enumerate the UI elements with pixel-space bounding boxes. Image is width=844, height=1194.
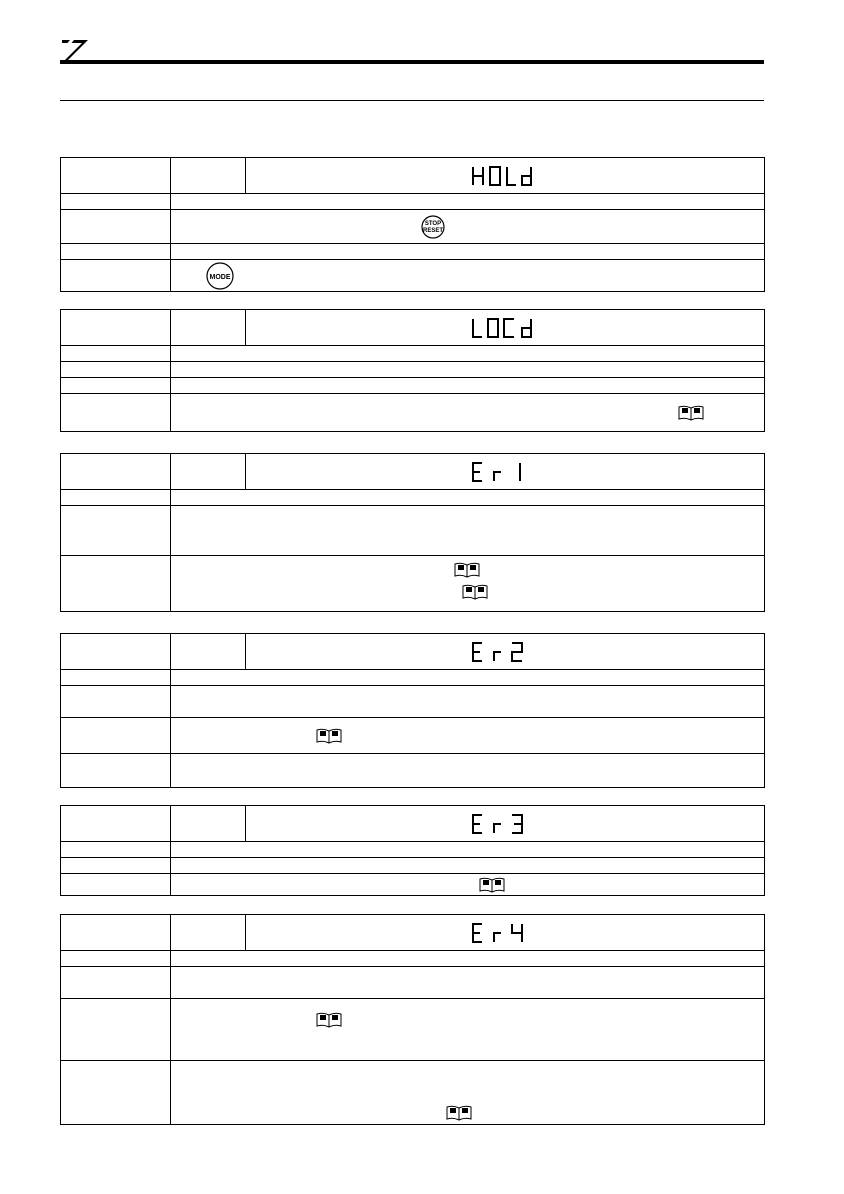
manual-book-icon	[478, 876, 506, 894]
display-code-locd	[246, 310, 765, 346]
error-table-locd	[60, 309, 765, 432]
header-rule	[60, 60, 764, 64]
manual-book-icon	[677, 404, 705, 422]
error-table-er1	[60, 453, 765, 612]
manual-book-icon	[445, 1104, 473, 1122]
display-code-er1	[246, 454, 765, 490]
stop-reset-key-icon	[418, 215, 448, 239]
manual-book-icon	[315, 727, 343, 745]
error-table-hold	[60, 157, 765, 292]
sub-rule	[60, 100, 764, 101]
label-cell	[171, 158, 246, 194]
svg-text:STOP: STOP	[424, 220, 442, 227]
manual-book-icon	[315, 1011, 343, 1029]
error-table-er3	[60, 805, 765, 896]
svg-text:MODE: MODE	[209, 273, 231, 281]
error-table-er2	[60, 633, 765, 788]
display-code-er4	[246, 915, 765, 951]
display-code-er3	[246, 806, 765, 842]
manual-book-icon	[461, 583, 489, 601]
display-code-er2	[246, 634, 765, 670]
error-table-er4	[60, 914, 765, 1125]
svg-text:RESET: RESET	[422, 227, 444, 234]
display-code-hold	[246, 158, 765, 194]
mode-key-icon	[205, 262, 235, 290]
manual-book-icon	[453, 561, 481, 579]
label-cell	[61, 158, 171, 194]
